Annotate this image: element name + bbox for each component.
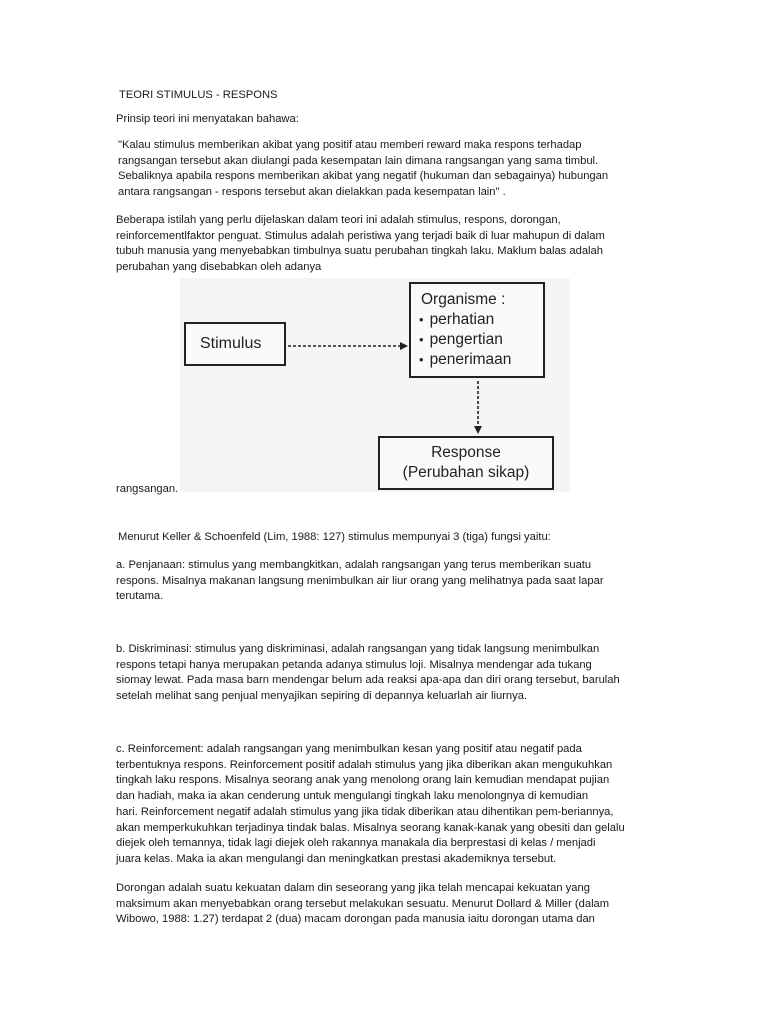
- organisme-item: • penerimaan: [419, 350, 543, 370]
- organisme-item: • pengertian: [419, 330, 543, 350]
- organisme-box: [409, 282, 545, 378]
- text-line: respons tetapi hanya merupakan petanda adanya stimulus loji. Misalnya mendengar ada tukang: [116, 658, 592, 671]
- document-title: TEORI STIMULUS - RESPONS: [119, 89, 278, 101]
- text-line: respons. Misalnya makanan langsung menimbulkan air liur orang yang melihatnya pada saat lapar: [116, 574, 604, 587]
- item-b-paragraph: [116, 642, 656, 705]
- text-line: Dorongan adalah suatu kekuatan dalam din seseorang yang jika telah mencapai kekuatan yang: [116, 882, 590, 894]
- text-line: dan hadiah, maka ia akan cenderung untuk mengulangi tingkah laku menolongnya di kemudian: [116, 790, 589, 803]
- arrowhead-down: [474, 426, 482, 434]
- stimulus-box: [184, 322, 286, 366]
- stimulus-label: Stimulus: [200, 335, 262, 352]
- text-line: c. Reinforcement: adalah rangsangan yang menimbulkan kesan yang positif atau negatif pada: [116, 743, 582, 755]
- text-line: Sebaliknya apabila respons memberikan akibat yang negatif (hukuman dan sebagainya) hubungan: [118, 170, 609, 183]
- text-line: tingkah laku respons. Misalnya seorang anak yang menolong orang lain kemudian mendapat pujian: [116, 774, 610, 787]
- text-line: b. Diskriminasi: stimulus yang diskriminasi, adalah rangsangan yang tidak langsung menimbulkan: [116, 643, 600, 655]
- text-line: maksimum akan menyebabkan orang tersebut melakukan sesuatu. Menurut Dollard & Miller (dalam: [116, 897, 610, 910]
- text-line: perubahan yang disebabkan oleh adanya: [116, 261, 322, 274]
- keller-paragraph: Menurut Keller & Schoenfeld (Lim, 1988: 127) stimulus mempunyai 3 (tiga) fungsi yaitu:: [118, 531, 551, 543]
- arrowhead-right: [400, 342, 408, 350]
- text-line: reinforcementlfaktor penguat. Stimulus adalah peristiwa yang terjadi baik di luar mahupun di dalam: [116, 229, 605, 242]
- item-a-paragraph: [116, 558, 656, 605]
- organisme-title: Organisme :: [421, 291, 506, 308]
- after-diagram-text: rangsangan.: [116, 483, 179, 495]
- text-line: setelah melihat sang penjual menyajikan sepiring di depannya keluarlah air liurnya.: [116, 690, 528, 703]
- text-line: a. Penjanaan: stimulus yang membangkitkan, adalah rangsangan yang terus memberikan suatu: [116, 559, 592, 571]
- text-line: antara rangsangan - respons tersebut akan dielakkan pada kesempatan lain" .: [118, 186, 506, 199]
- intro-paragraph: Prinsip teori ini menyatakan bahawa:: [116, 113, 299, 125]
- text-line: terbentuknya respons. Reinforcement positif adalah stimulus yang jika diberikan akan mengukuhkan: [116, 758, 613, 771]
- text-line: akan memperkukuhkan terjadinya tindak balas. Misalnya seorang kanak-kanak yang obesiti dan gelalu: [116, 821, 625, 834]
- text-line: rangsangan tersebut akan diulangi pada kesempatan lain dimana rangsangan yang sama timbul.: [118, 154, 599, 167]
- text-line: Wibowo, 1988: 1.27) terdapat 2 (dua) macam dorongan pada manusia iaitu dorongan utama dan: [116, 913, 595, 926]
- text-line: "Kalau stimulus memberikan akibat yang positif atau memberi reward maka respons terhadap: [118, 139, 582, 151]
- item-c-paragraph: [116, 742, 656, 868]
- text-line: diejek oleh temannya, tidak lagi diejek oleh rakannya manakala dia berprestasi di kelas / menjadi: [116, 837, 596, 850]
- quote-paragraph: [118, 138, 658, 201]
- stimulus-response-diagram: [180, 278, 570, 492]
- organisme-item: • perhatian: [419, 310, 543, 330]
- text-line: juara kelas. Maka ia akan mengulangi dan meningkatkan prestasi akademiknya tersebut.: [116, 852, 557, 865]
- response-label: Response: [431, 444, 501, 461]
- response-sublabel: (Perubahan sikap): [402, 464, 530, 481]
- text-line: siomay lewat. Pada masa barn mendengar belum ada reaksi apa-apa dan diri orang tersebut, barulah: [116, 674, 620, 687]
- dorongan-paragraph: [116, 881, 656, 928]
- text-line: Beberapa istilah yang perlu dijelaskan dalam teori ini adalah stimulus, respons, dorongan,: [116, 214, 561, 226]
- text-line: terutama.: [116, 590, 164, 603]
- terms-paragraph: [116, 213, 656, 276]
- text-line: hari. Reinforcement negatif adalah stimulus yang jika tidak diberikan atau dihentikan pem-beriannya,: [116, 805, 614, 818]
- text-line: tubuh manusia yang menyebabkan timbulnya suatu perubahan tingkah laku. Maklum balas adalah: [116, 245, 603, 258]
